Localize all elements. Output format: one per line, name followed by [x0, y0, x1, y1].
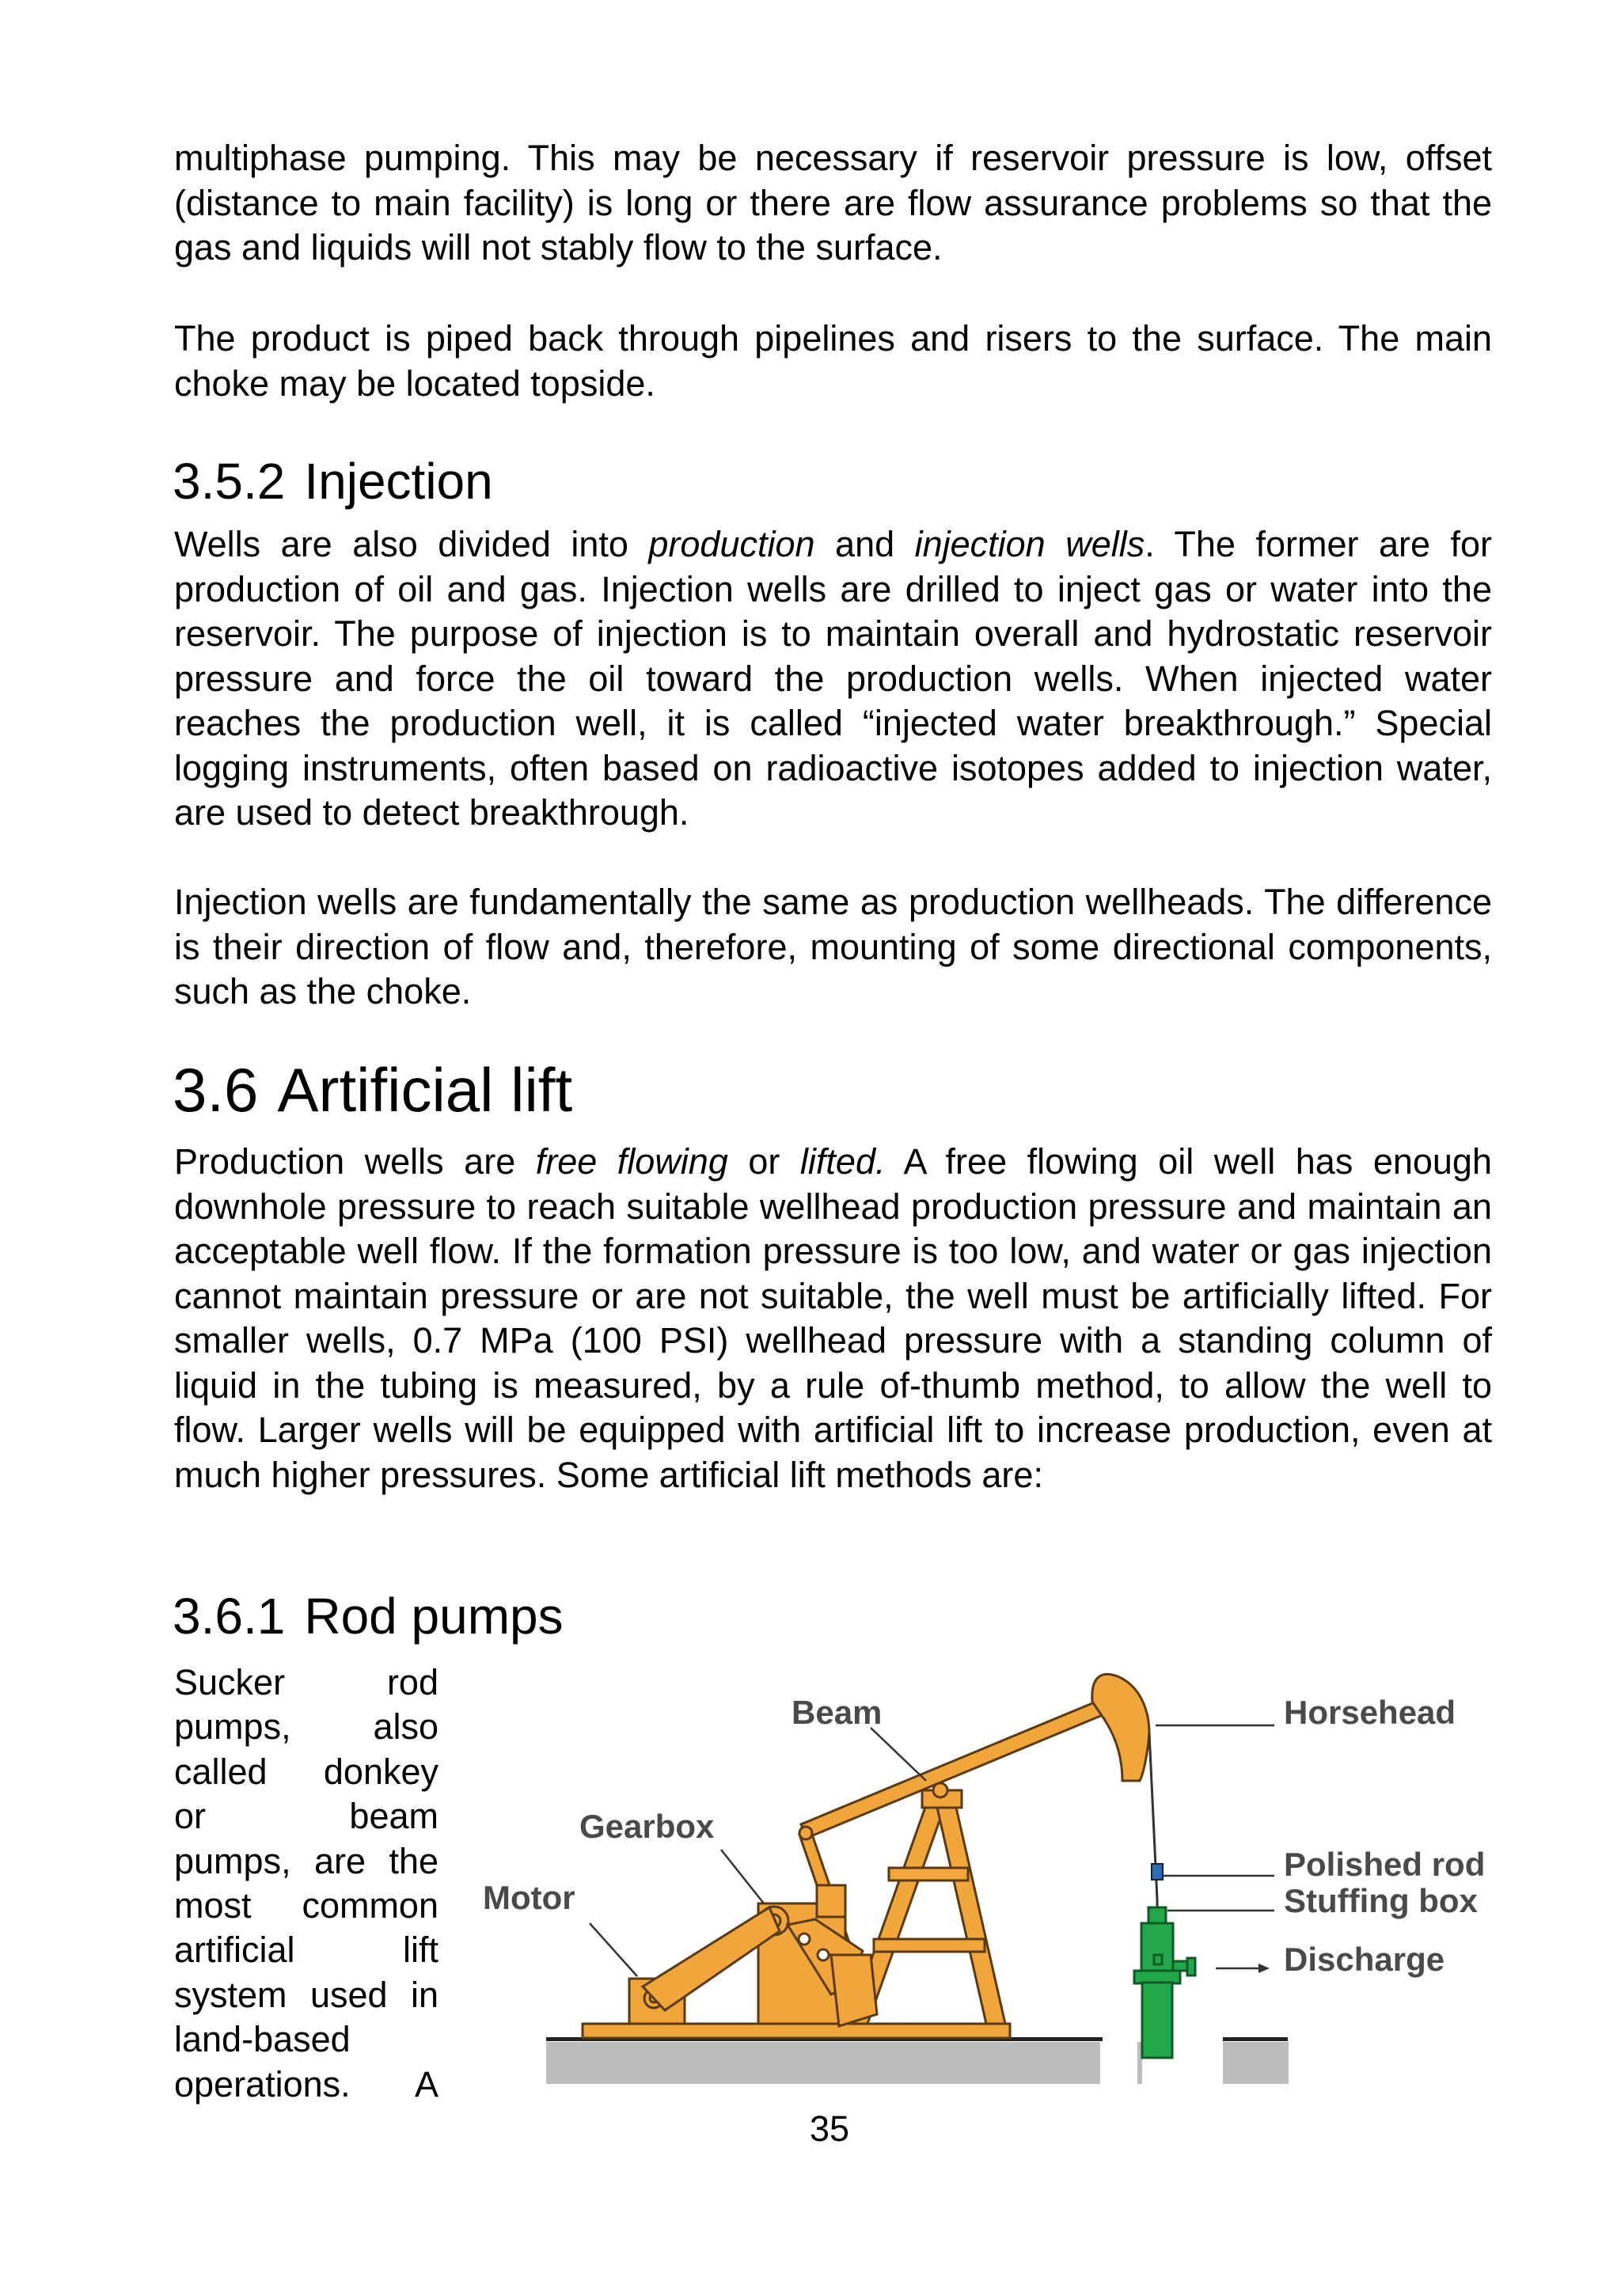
- page-number: 35: [809, 2108, 850, 2149]
- emphasis-injection-wells: injection wells: [914, 524, 1145, 564]
- side-line: land-based: [174, 2019, 351, 2060]
- base-skid: [583, 2024, 1010, 2038]
- text: or: [727, 1141, 800, 1182]
- emphasis-production: production: [648, 524, 815, 564]
- text: . The former are for production of oil and gas. Injection wells are drilled to inject gas or water into the reservoir. The purpose of injection is to maintain overall and hydrostatic reservoir pressure and force the oil toward the production wells. When injected water reaches the production well, it is called “injected water breakthrough.” Special logging instruments, often based on radioactive isotopes added to injection water, are used to detect breakthrough.: [174, 524, 1492, 833]
- side-line: or beam: [174, 1796, 438, 1837]
- emphasis-lifted: lifted.: [799, 1141, 886, 1182]
- side-line: pumps, also: [174, 1706, 438, 1748]
- heading-title: Injection: [304, 453, 493, 510]
- heading-title: Artificial lift: [277, 1055, 573, 1125]
- label-polished-rod: Polished rod: [1284, 1846, 1486, 1883]
- side-line: Sucker rod: [174, 1662, 438, 1702]
- heading-title: Rod pumps: [304, 1588, 564, 1645]
- side-line: most common: [174, 1885, 438, 1926]
- ground: [546, 2037, 1289, 2084]
- side-line: pumps, are the: [174, 1840, 438, 1881]
- side-line: operations. A: [174, 2063, 438, 2104]
- paragraph-product-piped: The product is piped back through pipelines and risers to the surface. The main choke may be located topside.: [174, 318, 1492, 404]
- text: Production wells are: [174, 1141, 536, 1182]
- text: Wells are also divided into: [174, 524, 649, 564]
- side-line: artificial lift: [174, 1930, 438, 1971]
- paragraph-multiphase: multiphase pumping. This may be necessary if reservoir pressure is low, offset (distance to main facility) is long or there are flow assurance problems so that the gas and liquids will not stably flow to the surface.: [174, 138, 1492, 268]
- horsehead: [1092, 1674, 1149, 1781]
- label-gearbox: Gearbox: [579, 1808, 715, 1845]
- side-line: system used in: [174, 1974, 438, 2015]
- side-line: called donkey: [174, 1751, 438, 1792]
- emphasis-free-flowing: free flowing: [535, 1141, 728, 1182]
- label-stuffing-box: Stuffing box: [1284, 1882, 1478, 1919]
- heading-number: 3.6: [173, 1055, 259, 1125]
- label-motor: Motor: [483, 1879, 575, 1916]
- paragraph-injection-same: Injection wells are fundamentally the same as production wellheads. The difference is their direction of flow and, therefore, mounting of some directional components, such as the choke.: [174, 882, 1492, 1011]
- label-beam: Beam: [792, 1694, 883, 1731]
- label-discharge: Discharge: [1284, 1941, 1445, 1978]
- heading-number: 3.6.1: [173, 1588, 286, 1645]
- heading-number: 3.5.2: [173, 453, 286, 510]
- label-horsehead: Horsehead: [1284, 1694, 1456, 1731]
- text: A free flowing oil well has enough downhole pressure to reach suitable wellhead production pressure and maintain an acceptable well flow. If the formation pressure is too low, and water or gas injection cannot maintain pressure or are not suitable, the well must be artificially lifted. For smaller wells, 0.7 MPa (100 PSI) wellhead pressure with a standing column of liquid in the tubing is measured, by a rule of-thumb method, to allow the well to flow. Larger wells will be equipped with artificial lift to increase production, even at much higher pressures. Some artificial lift methods are:: [174, 1141, 1492, 1495]
- text: and: [814, 524, 915, 564]
- wellhead: [1134, 1907, 1195, 2058]
